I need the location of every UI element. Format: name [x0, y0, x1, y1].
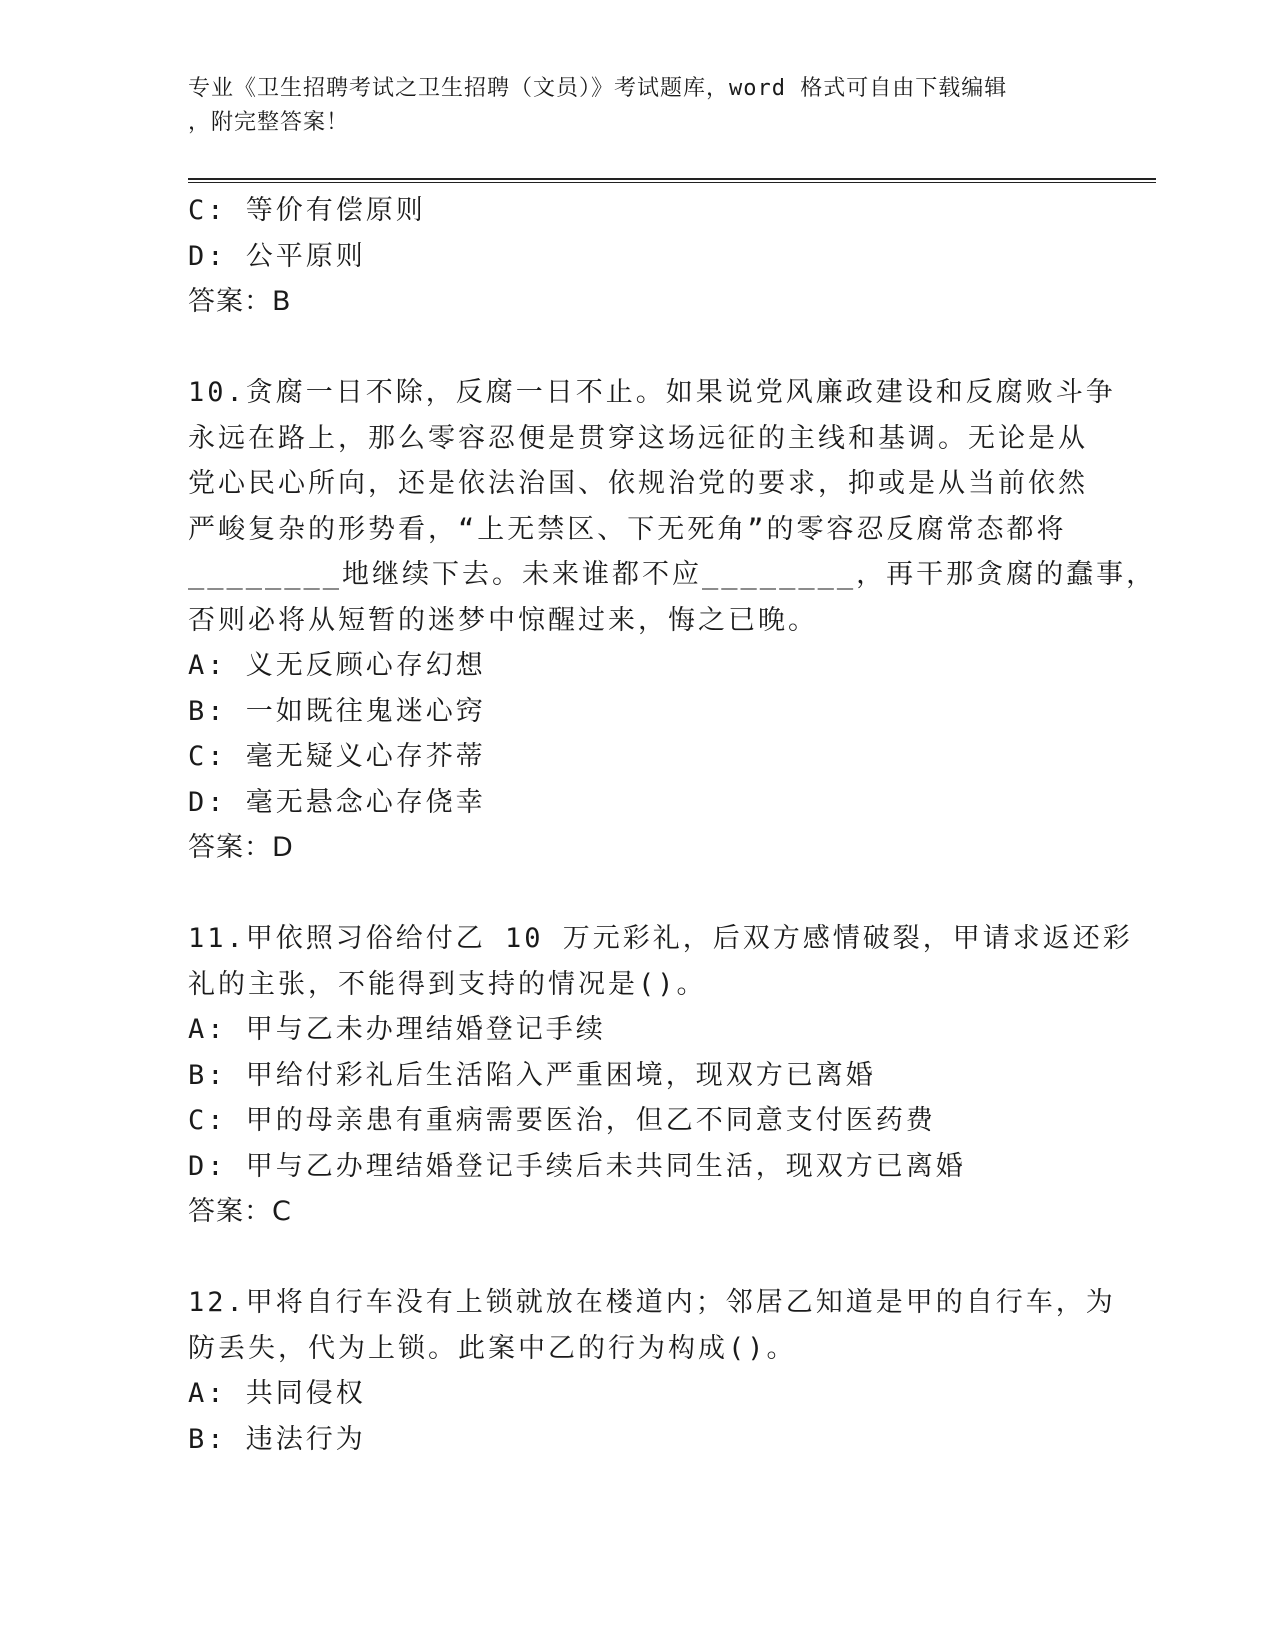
option-label: A:: [188, 650, 227, 681]
option-label: C:: [188, 195, 227, 226]
option-label: A:: [188, 1014, 227, 1045]
option-c: [188, 734, 1088, 780]
option-text: 甲给付彩礼后生活陷入严重困境，现双方已离婚: [245, 1059, 876, 1091]
option-text: 违法行为: [245, 1423, 366, 1455]
option-d: [188, 1144, 1088, 1190]
option-text: 甲与乙未办理结婚登记手续: [245, 1014, 606, 1045]
stem-line: 防丢失，代为上锁。此案中乙的行为构成()。: [188, 1332, 797, 1364]
option-d: [188, 234, 1088, 280]
stem-line: 11.甲依照习俗给付乙 10 万元彩礼，后双方感情破裂，甲请求返还彩: [188, 923, 1133, 954]
question-9-tail: [188, 188, 1088, 325]
answer: 答案：C: [188, 1196, 292, 1227]
option-text: 等价有偿原则: [245, 195, 426, 226]
page-header: [188, 72, 1068, 140]
option-label: B:: [188, 1423, 227, 1455]
stem-line: ________地继续下去。未来谁都不应________，再干那贪腐的蠢事，: [188, 559, 1157, 590]
header-line-1: 专业《卫生招聘考试之卫生招聘（文员）》考试题库，word 格式可自由下载编辑: [188, 76, 1008, 101]
option-text: 一如既往鬼迷心窍: [245, 695, 486, 727]
question-stem: [188, 1280, 1116, 1371]
stem-line: 12.甲将自行车没有上锁就放在楼道内；邻居乙知道是甲的自行车，为: [188, 1287, 1116, 1318]
option-a: [188, 1371, 1088, 1417]
document-body: [188, 188, 1157, 1462]
option-text: 公平原则: [245, 240, 366, 272]
option-text: 毫无疑义心存芥蒂: [245, 741, 486, 772]
answer: 答案：B: [188, 286, 292, 317]
spacer: [188, 325, 1088, 371]
option-a: [188, 643, 1088, 689]
option-label: B:: [188, 1059, 227, 1091]
option-label: D:: [188, 1150, 227, 1182]
option-a: [188, 1007, 1088, 1053]
option-text: 义无反顾心存幻想: [245, 650, 486, 681]
question-10: [188, 370, 1157, 871]
spacer: [188, 871, 1088, 917]
option-c: [188, 188, 1088, 234]
question-12: [188, 1280, 1116, 1462]
question-stem: [188, 370, 1157, 643]
option-label: C:: [188, 741, 227, 772]
option-label: D:: [188, 786, 227, 818]
header-divider: [188, 178, 1156, 183]
spacer: [188, 1235, 1088, 1281]
header-line-2: ，附完整答案！: [188, 110, 350, 135]
stem-line: 严峻复杂的形势看，“上无禁区、下无死角”的零容忍反腐常态都将: [188, 513, 1067, 545]
option-c: [188, 1098, 1088, 1144]
option-label: A:: [188, 1378, 227, 1409]
option-label: B:: [188, 695, 227, 727]
stem-line: 永远在路上，那么零容忍便是贯穿这场远征的主线和基调。无论是从: [188, 422, 1088, 454]
option-d: [188, 780, 1088, 826]
option-b: [188, 1417, 1088, 1463]
option-text: 甲的母亲患有重病需要医治，但乙不同意支付医药费: [245, 1105, 936, 1136]
answer: 答案：D: [188, 832, 294, 863]
stem-line: 否则必将从短暂的迷梦中惊醒过来，悔之已晚。: [188, 604, 818, 636]
option-label: D:: [188, 240, 227, 272]
question-stem: [188, 916, 1133, 1007]
stem-line: 10.贪腐一日不除，反腐一日不止。如果说党风廉政建设和反腐败斗争: [188, 377, 1116, 408]
option-text: 毫无悬念心存侥幸: [245, 786, 486, 818]
option-text: 共同侵权: [245, 1378, 366, 1409]
option-b: [188, 1053, 1088, 1099]
option-b: [188, 689, 1088, 735]
option-label: C:: [188, 1105, 227, 1136]
question-11: [188, 916, 1133, 1235]
stem-line: 党心民心所向，还是依法治国、依规治党的要求，抑或是从当前依然: [188, 468, 1088, 499]
option-text: 甲与乙办理结婚登记手续后未共同生活，现双方已离婚: [245, 1150, 966, 1182]
stem-line: 礼的主张，不能得到支持的情况是()。: [188, 968, 707, 1000]
